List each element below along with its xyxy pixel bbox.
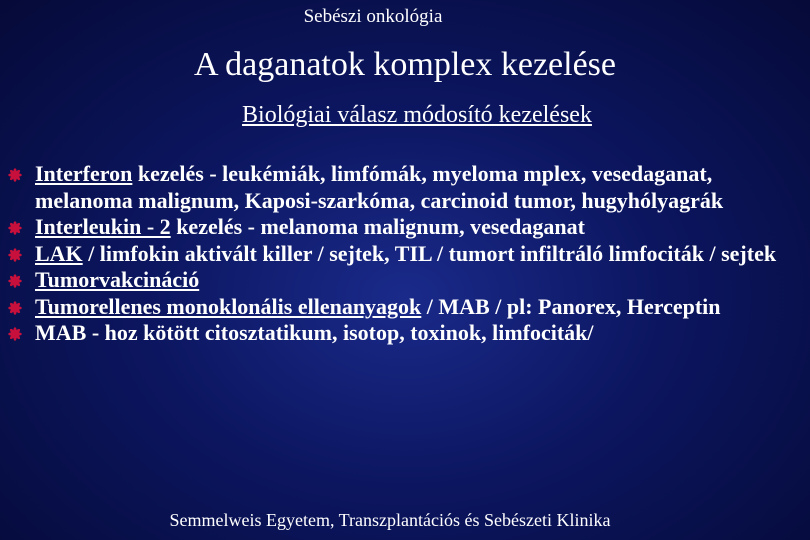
bullet-term: Tumorvakcináció [35, 267, 200, 292]
asterisk-flower-icon [8, 301, 22, 315]
bullet-monoklonalis [8, 294, 803, 321]
bullet-mab [8, 320, 803, 347]
bullet-text: MAB - hoz kötött citosztatikum, isotop, toxinok, limfociták/ [35, 320, 594, 345]
slide-subtitle: Biológiai válasz módosító kezelések [242, 102, 592, 128]
bullet-text: kezelés - leukémiák, limfómák, myeloma mplex, vesedaganat, melanoma malignum, Kaposi-szarkóma, carcinoid tumor, hugyhólyagrák [35, 161, 724, 213]
bullet-term: Tumorellenes monoklonális ellenanyagok [35, 293, 422, 319]
slide-footer: Semmelweis Egyetem, Transzplantációs és Sebészeti Klinika [169, 510, 611, 530]
bullet-text: / MAB / pl: Panorex, Herceptin [421, 293, 721, 319]
bullet-interleukin [8, 214, 803, 241]
bullet-text: / limfokin aktivált killer / sejtek, TIL / tumort infiltráló limfociták / sejtek [82, 240, 777, 266]
bullet-text: kezelés - melanoma malignum, vesedaganat [170, 214, 585, 239]
slide-title: A daganatok komplex kezelése [193, 46, 616, 83]
asterisk-flower-icon [8, 221, 22, 235]
bullet-term: Interleukin - 2 [35, 214, 171, 239]
slide-header: Sebészi onkológia [303, 6, 443, 27]
bullet-lak [8, 241, 803, 268]
asterisk-flower-icon [8, 248, 22, 262]
bullet-interferon [8, 161, 803, 214]
bullet-term: Interferon [35, 161, 133, 186]
asterisk-flower-icon [8, 168, 22, 182]
bullet-tumorvakcinacio [8, 267, 803, 294]
bullet-list [8, 161, 803, 347]
asterisk-flower-icon [8, 274, 22, 288]
bullet-term: LAK [35, 240, 83, 266]
asterisk-flower-icon [8, 327, 22, 341]
